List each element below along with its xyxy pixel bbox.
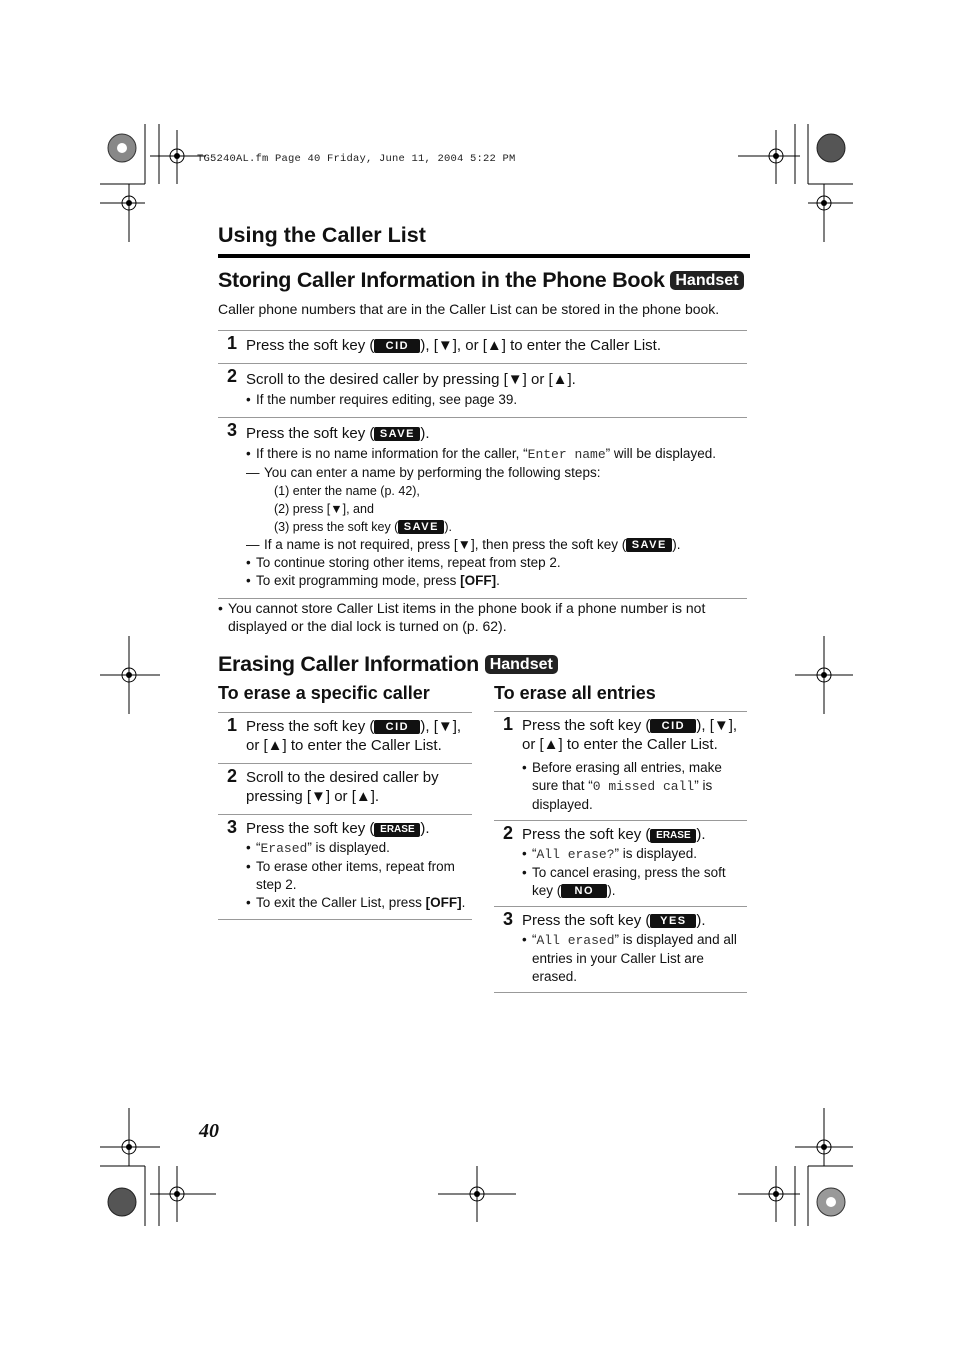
yes-key: YES	[650, 914, 696, 928]
step-number: 1	[227, 333, 238, 353]
list-item: • “All erase?” is displayed.	[522, 845, 747, 864]
step-number: 3	[503, 909, 514, 929]
erase-specific-step-1: 1 Press the soft key ( CID ), [▼], or [▲] to enter the Caller List.	[218, 713, 472, 764]
list-item: • To exit the Caller List, press [OFF].	[246, 894, 472, 912]
erase-all-step-3: 3 Press the soft key ( YES ). • “All erased” is displayed and all entries in your Caller List are erased.	[494, 907, 747, 993]
title-rule	[218, 254, 750, 258]
save-key: SAVE	[398, 520, 444, 534]
cid-key: CID	[374, 339, 420, 353]
step-number: 1	[503, 714, 514, 734]
file-header-line: TG5240AL.fm Page 40 Friday, June 11, 2004 5:22 PM	[197, 153, 516, 165]
erase-key: ERASE	[374, 823, 420, 837]
step-number: 3	[227, 420, 238, 440]
erase-all-heading: To erase all entries	[494, 683, 656, 703]
step-number: 2	[227, 366, 238, 386]
list-item: • Before erasing all entries, make sure that “0 missed call” is displayed.	[522, 759, 747, 814]
erase-specific-step-2: 2 Scroll to the desired caller by pressing [▼] or [▲].	[218, 764, 472, 815]
section-title: Using the Caller List	[218, 223, 426, 247]
page-number: 40	[199, 1120, 219, 1142]
step-number: 3	[227, 817, 238, 837]
erase-specific-step-3: 3 Press the soft key ( ERASE ). • “Erased” is displayed. • To erase other items, repeat from step 2. • To exit the Caller List, press [OFF].	[218, 815, 472, 920]
store-heading	[218, 268, 744, 293]
list-item: • If the number requires editing, see page 39.	[246, 391, 747, 409]
cid-key: CID	[650, 719, 696, 733]
list-item: • To continue storing other items, repeat from step 2.	[246, 554, 747, 572]
list-item: • To exit programming mode, press [OFF].	[246, 572, 747, 590]
erase-key: ERASE	[650, 829, 696, 843]
save-key: SAVE	[374, 427, 420, 441]
list-item: • To erase other items, repeat from step 2.	[246, 858, 472, 894]
erase-title: Erasing Caller Information	[218, 652, 480, 676]
handset-badge: Handset	[670, 271, 743, 290]
store-step-2: 2 Scroll to the desired caller by pressing [▼] or [▲]. • If the number requires editing, see page 39.	[218, 364, 747, 418]
erase-all-step-2: 2 Press the soft key ( ERASE ). • “All erase?” is displayed. • To cancel erasing, press the soft key ( NO ).	[494, 821, 747, 907]
list-item: — You can enter a name by performing the following steps:	[246, 464, 747, 482]
list-item: • To cancel erasing, press the soft key ( NO ).	[522, 864, 747, 900]
list-item: (3) press the soft key ( SAVE ).	[274, 520, 452, 534]
list-item: • If there is no name information for the caller, “Enter name” will be displayed.	[246, 445, 747, 464]
store-note: • You cannot store Caller List items in the phone book if a phone number is not displayed or the dial lock is turned on (p. 62).	[218, 599, 758, 635]
store-step-3: 3 Press the soft key ( SAVE ). • If there is no name information for the caller, “Enter name” will be displayed. — You can enter a name by performing the following steps: (1) enter the name (p. 42), (2) press [▼], and (3) press the soft key ( SAVE ). — If a name is not required, press [▼], then press the soft key ( SAVE ). • To continue storing other items, repeat from step 2. • To exit programming mode, press [OFF].	[218, 418, 747, 599]
no-key: NO	[561, 884, 607, 898]
save-key: SAVE	[626, 538, 672, 552]
store-intro: Caller phone numbers that are in the Caller List can be stored in the phone book.	[218, 301, 720, 317]
list-item: • “Erased” is displayed.	[246, 839, 472, 858]
list-item: (2) press [▼], and	[274, 502, 374, 516]
handset-badge: Handset	[485, 655, 558, 674]
list-item: — If a name is not required, press [▼], then press the soft key ( SAVE ).	[246, 536, 747, 554]
step-number: 2	[227, 766, 238, 786]
list-item: • “All erased” is displayed and all entries in your Caller List are erased.	[522, 931, 747, 986]
erase-all-step-1: 1 Press the soft key ( CID ), [▼], or [▲] to enter the Caller List. • Before erasing all entries, make sure that “0 missed call” is displayed.	[494, 712, 747, 821]
erase-specific-steps	[218, 712, 472, 920]
store-step-1: 1 Press the soft key ( CID ), [▼], or [▲] to enter the Caller List.	[218, 331, 747, 364]
step-number: 1	[227, 715, 238, 735]
step-number: 2	[503, 823, 514, 843]
list-item: (1) enter the name (p. 42),	[274, 484, 420, 498]
erase-all-steps	[494, 711, 747, 993]
cid-key: CID	[374, 720, 420, 734]
erase-heading	[218, 652, 558, 677]
erase-specific-heading: To erase a specific caller	[218, 683, 430, 703]
store-title: Storing Caller Information in the Phone Book	[218, 268, 665, 292]
store-steps	[218, 330, 747, 599]
